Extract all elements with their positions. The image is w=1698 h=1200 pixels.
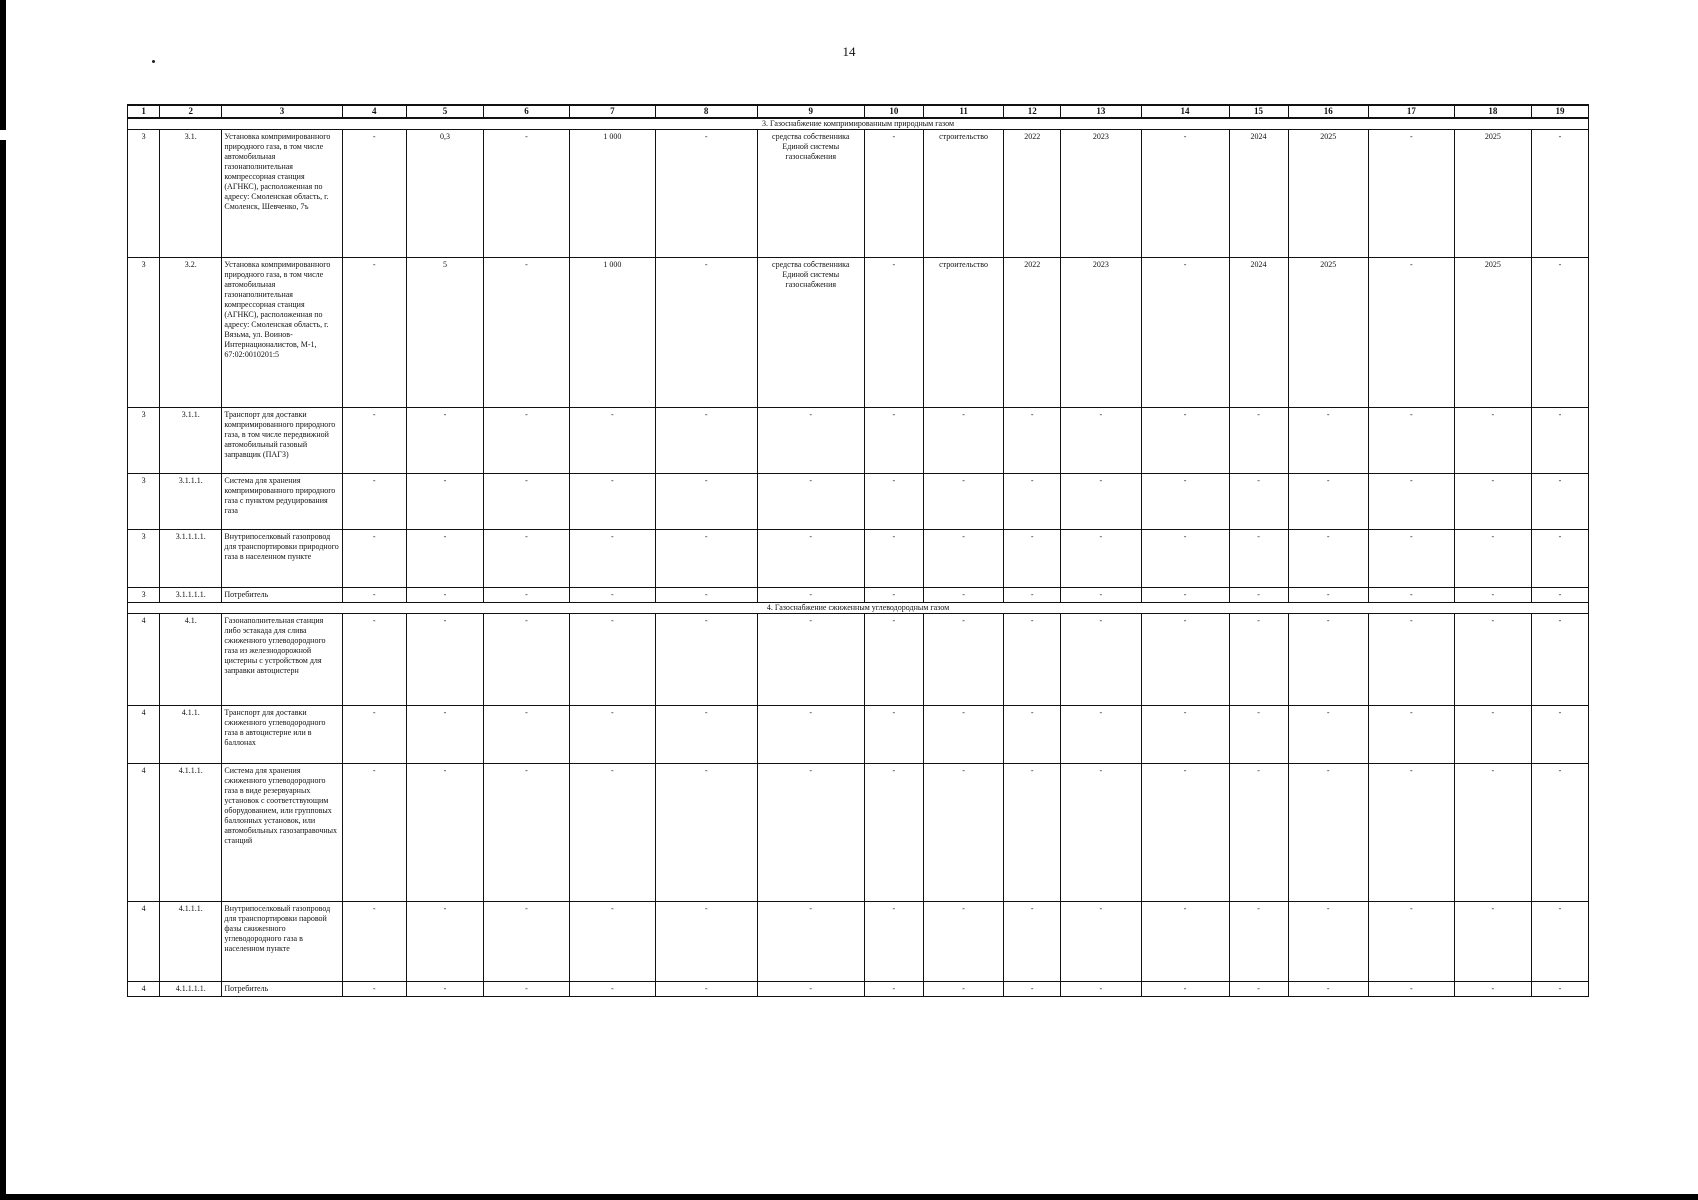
value-cell: -: [923, 706, 1003, 764]
value-cell: -: [1454, 902, 1531, 982]
item-number-cell: 3.1.: [160, 130, 222, 258]
value-cell: -: [1061, 408, 1141, 474]
value-cell: -: [484, 706, 570, 764]
value-cell: -: [1288, 408, 1368, 474]
value-cell: -: [569, 474, 655, 530]
value-cell: -: [1061, 474, 1141, 530]
column-number-row: [128, 105, 1589, 118]
value-cell: -: [569, 530, 655, 588]
value-cell: -: [406, 902, 483, 982]
column-number-cell: 14: [1141, 105, 1229, 118]
value-cell: -: [484, 530, 570, 588]
item-number-cell: 3.1.1.1.: [160, 474, 222, 530]
object-name-cell: Установка компримированного природного газа, в том числе автомобильная газонаполнительная компрессорная станция (АГНКС), расположенная по адресу: Смоленская область, г. Смоленск, Шевченко, 7ъ: [222, 130, 342, 258]
page-number: 14: [842, 44, 856, 59]
column-number-cell: 2: [160, 105, 222, 118]
table-row: [128, 130, 1589, 258]
object-name-cell: Газонаполнительная станция либо эстакада для слива сжиженного углеводородного газа из железнодорожной цистерны с устройством для заправки автоцистерн: [222, 614, 342, 706]
value-cell: -: [757, 902, 864, 982]
value-cell: -: [342, 588, 406, 603]
column-number-cell: 1: [128, 105, 160, 118]
column-number-cell: 5: [406, 105, 483, 118]
value-cell: -: [864, 706, 923, 764]
value-cell: -: [923, 530, 1003, 588]
value-cell: -: [1454, 474, 1531, 530]
item-number-cell: 4.1.1.1.: [160, 764, 222, 902]
value-cell: 2024: [1229, 258, 1288, 408]
column-number-cell: 17: [1368, 105, 1454, 118]
value-cell: -: [864, 614, 923, 706]
table-row: [128, 902, 1589, 982]
object-name-cell: Внутрипоселковый газопровод для транспортировки природного газа в населенном пункте: [222, 530, 342, 588]
value-cell: -: [1229, 902, 1288, 982]
value-cell: -: [342, 258, 406, 408]
gas-supply-table: [127, 104, 1589, 997]
value-cell: -: [655, 258, 757, 408]
value-cell: -: [1004, 614, 1061, 706]
value-cell: -: [1454, 982, 1531, 997]
value-cell: -: [1368, 258, 1454, 408]
value-cell: -: [569, 614, 655, 706]
value-cell: -: [923, 474, 1003, 530]
value-cell: -: [406, 982, 483, 997]
object-name-cell: Транспорт для доставки сжиженного углеводородного газа в автоцистерне или в баллонах: [222, 706, 342, 764]
value-cell: -: [1061, 982, 1141, 997]
object-name-cell: Внутрипоселковый газопровод для транспортировки паровой фазы сжиженного углеводородного газа в населенном пункте: [222, 902, 342, 982]
item-number-cell: 3.1.1.1.1.: [160, 530, 222, 588]
item-number-cell: 3.1.1.: [160, 408, 222, 474]
value-cell: -: [1368, 764, 1454, 902]
scan-edge-left: [0, 140, 6, 1200]
value-cell: -: [1141, 530, 1229, 588]
value-cell: -: [1141, 982, 1229, 997]
value-cell: -: [1004, 408, 1061, 474]
value-cell: -: [1288, 614, 1368, 706]
value-cell: -: [1368, 474, 1454, 530]
value-cell: средства собственника Единой системы газоснабжения: [757, 258, 864, 408]
value-cell: -: [484, 588, 570, 603]
value-cell: -: [923, 408, 1003, 474]
value-cell: -: [1288, 706, 1368, 764]
section-number-cell: 4: [128, 982, 160, 997]
value-cell: -: [864, 408, 923, 474]
value-cell: -: [1229, 764, 1288, 902]
value-cell: -: [923, 588, 1003, 603]
object-name-cell: Система для хранения компримированного природного газа с пунктом редуцирования газа: [222, 474, 342, 530]
value-cell: -: [569, 408, 655, 474]
section-number-cell: 3: [128, 258, 160, 408]
value-cell: -: [406, 408, 483, 474]
value-cell: -: [342, 706, 406, 764]
table-row: [128, 764, 1589, 902]
object-name-cell: Потребитель: [222, 588, 342, 603]
value-cell: -: [655, 706, 757, 764]
value-cell: -: [1229, 474, 1288, 530]
value-cell: -: [757, 706, 864, 764]
value-cell: -: [1141, 706, 1229, 764]
value-cell: -: [1531, 408, 1588, 474]
item-number-cell: 3.1.1.1.1.: [160, 588, 222, 603]
value-cell: -: [484, 474, 570, 530]
value-cell: -: [484, 982, 570, 997]
value-cell: -: [1061, 614, 1141, 706]
value-cell: -: [1229, 982, 1288, 997]
table-row: [128, 474, 1589, 530]
value-cell: -: [1368, 408, 1454, 474]
column-number-cell: 8: [655, 105, 757, 118]
value-cell: -: [1288, 530, 1368, 588]
value-cell: 2022: [1004, 258, 1061, 408]
value-cell: -: [1229, 706, 1288, 764]
value-cell: -: [655, 408, 757, 474]
value-cell: -: [1454, 764, 1531, 902]
column-number-cell: 19: [1531, 105, 1588, 118]
section-number-cell: 4: [128, 764, 160, 902]
value-cell: 2025: [1288, 258, 1368, 408]
value-cell: -: [1061, 764, 1141, 902]
value-cell: 0,3: [406, 130, 483, 258]
value-cell: строительство: [923, 130, 1003, 258]
value-cell: -: [655, 530, 757, 588]
value-cell: -: [1454, 706, 1531, 764]
section-header-row: [128, 603, 1589, 614]
value-cell: -: [1061, 588, 1141, 603]
value-cell: средства собственника Единой системы газоснабжения: [757, 130, 864, 258]
section-4-rows: [128, 614, 1589, 997]
value-cell: -: [1141, 130, 1229, 258]
column-number-cell: 16: [1288, 105, 1368, 118]
section-header-row: [128, 118, 1589, 130]
value-cell: -: [1454, 614, 1531, 706]
value-cell: -: [1141, 258, 1229, 408]
value-cell: -: [1229, 530, 1288, 588]
item-number-cell: 4.1.1.: [160, 706, 222, 764]
value-cell: -: [1288, 764, 1368, 902]
value-cell: -: [864, 764, 923, 902]
value-cell: -: [1141, 614, 1229, 706]
value-cell: -: [1141, 474, 1229, 530]
value-cell: 2025: [1454, 258, 1531, 408]
value-cell: -: [655, 902, 757, 982]
value-cell: -: [342, 530, 406, 588]
value-cell: -: [864, 902, 923, 982]
value-cell: -: [864, 588, 923, 603]
value-cell: -: [1454, 530, 1531, 588]
value-cell: -: [1531, 258, 1588, 408]
value-cell: -: [1229, 588, 1288, 603]
scan-edge-left-top: [0, 0, 6, 130]
value-cell: -: [406, 588, 483, 603]
table-row: [128, 706, 1589, 764]
value-cell: -: [1288, 588, 1368, 603]
value-cell: -: [1141, 902, 1229, 982]
value-cell: -: [1368, 530, 1454, 588]
section-number-cell: 3: [128, 588, 160, 603]
object-name-cell: Транспорт для доставки компримированного природного газа, в том числе передвижной автомобильный газовый заправщик (ПАГЗ): [222, 408, 342, 474]
value-cell: -: [923, 764, 1003, 902]
value-cell: -: [484, 258, 570, 408]
value-cell: -: [923, 982, 1003, 997]
table-row: [128, 530, 1589, 588]
scan-edge-bottom: [0, 1194, 1698, 1200]
value-cell: -: [484, 614, 570, 706]
value-cell: -: [1004, 902, 1061, 982]
value-cell: -: [1061, 902, 1141, 982]
table-row: [128, 408, 1589, 474]
value-cell: 2023: [1061, 258, 1141, 408]
value-cell: -: [1288, 474, 1368, 530]
table-row: [128, 258, 1589, 408]
section-number-cell: 3: [128, 130, 160, 258]
value-cell: -: [1141, 408, 1229, 474]
value-cell: -: [569, 706, 655, 764]
value-cell: -: [655, 130, 757, 258]
section-3-title: 3. Газоснабжение компримированным природным газом: [128, 118, 1589, 130]
object-name-cell: Потребитель: [222, 982, 342, 997]
value-cell: -: [1531, 982, 1588, 997]
value-cell: -: [569, 588, 655, 603]
value-cell: 1 000: [569, 258, 655, 408]
value-cell: -: [1061, 706, 1141, 764]
value-cell: -: [1368, 588, 1454, 603]
table-row: [128, 614, 1589, 706]
value-cell: -: [1061, 530, 1141, 588]
object-name-cell: Установка компримированного природного газа, в том числе автомобильная газонаполнительная компрессорная станция (АГНКС), расположенная по адресу: Смоленская область, г. Вязьма, ул. Воинов-Интернационалистов, М-1, 67:02:0010201:5: [222, 258, 342, 408]
value-cell: -: [1004, 588, 1061, 603]
value-cell: 5: [406, 258, 483, 408]
value-cell: -: [484, 130, 570, 258]
item-number-cell: 4.1.: [160, 614, 222, 706]
value-cell: -: [484, 408, 570, 474]
column-number-cell: 13: [1061, 105, 1141, 118]
value-cell: -: [1531, 764, 1588, 902]
scan-speck: [152, 60, 155, 63]
value-cell: -: [757, 530, 864, 588]
value-cell: 2025: [1454, 130, 1531, 258]
value-cell: -: [1004, 982, 1061, 997]
value-cell: -: [655, 588, 757, 603]
value-cell: -: [569, 764, 655, 902]
value-cell: -: [569, 982, 655, 997]
value-cell: -: [484, 902, 570, 982]
section-number-cell: 3: [128, 530, 160, 588]
value-cell: -: [342, 764, 406, 902]
value-cell: -: [1004, 764, 1061, 902]
object-name-cell: Система для хранения сжиженного углеводородного газа в виде резервуарных установок с соответствующим оборудованием, или групповых баллонных установок, или автомобильных газозаправочных станций: [222, 764, 342, 902]
value-cell: -: [864, 474, 923, 530]
value-cell: 2022: [1004, 130, 1061, 258]
value-cell: -: [406, 614, 483, 706]
value-cell: строительство: [923, 258, 1003, 408]
value-cell: -: [484, 764, 570, 902]
table-row: [128, 982, 1589, 997]
column-number-cell: 9: [757, 105, 864, 118]
value-cell: -: [1368, 130, 1454, 258]
value-cell: -: [923, 614, 1003, 706]
value-cell: -: [757, 408, 864, 474]
value-cell: -: [1531, 902, 1588, 982]
section-number-cell: 3: [128, 408, 160, 474]
value-cell: -: [342, 130, 406, 258]
value-cell: -: [406, 530, 483, 588]
value-cell: -: [406, 706, 483, 764]
column-number-cell: 11: [923, 105, 1003, 118]
value-cell: -: [1141, 588, 1229, 603]
value-cell: -: [1531, 474, 1588, 530]
section-number-cell: 4: [128, 902, 160, 982]
value-cell: -: [1004, 530, 1061, 588]
value-cell: 2023: [1061, 130, 1141, 258]
value-cell: -: [1288, 902, 1368, 982]
value-cell: -: [864, 982, 923, 997]
value-cell: -: [757, 982, 864, 997]
value-cell: -: [1368, 614, 1454, 706]
value-cell: -: [757, 588, 864, 603]
value-cell: -: [406, 474, 483, 530]
value-cell: -: [1368, 706, 1454, 764]
value-cell: -: [1531, 130, 1588, 258]
column-number-cell: 10: [864, 105, 923, 118]
value-cell: 2025: [1288, 130, 1368, 258]
column-number-cell: 6: [484, 105, 570, 118]
value-cell: -: [757, 474, 864, 530]
value-cell: -: [655, 614, 757, 706]
value-cell: -: [864, 130, 923, 258]
value-cell: -: [655, 982, 757, 997]
value-cell: -: [1288, 982, 1368, 997]
value-cell: -: [1229, 614, 1288, 706]
value-cell: -: [757, 764, 864, 902]
value-cell: -: [655, 764, 757, 902]
table-row: [128, 588, 1589, 603]
value-cell: -: [1229, 408, 1288, 474]
value-cell: -: [1004, 706, 1061, 764]
value-cell: -: [342, 982, 406, 997]
value-cell: -: [1368, 982, 1454, 997]
value-cell: 2024: [1229, 130, 1288, 258]
section-number-cell: 4: [128, 614, 160, 706]
item-number-cell: 3.2.: [160, 258, 222, 408]
value-cell: -: [1368, 902, 1454, 982]
value-cell: -: [923, 902, 1003, 982]
value-cell: -: [1531, 706, 1588, 764]
value-cell: -: [864, 530, 923, 588]
value-cell: -: [864, 258, 923, 408]
column-number-cell: 12: [1004, 105, 1061, 118]
value-cell: 1 000: [569, 130, 655, 258]
value-cell: -: [757, 614, 864, 706]
value-cell: -: [342, 614, 406, 706]
value-cell: -: [1454, 588, 1531, 603]
value-cell: -: [342, 474, 406, 530]
value-cell: -: [569, 902, 655, 982]
section-number-cell: 3: [128, 474, 160, 530]
value-cell: -: [1531, 614, 1588, 706]
column-number-cell: 3: [222, 105, 342, 118]
section-number-cell: 4: [128, 706, 160, 764]
section-3-rows: [128, 130, 1589, 603]
value-cell: -: [1141, 764, 1229, 902]
value-cell: -: [1531, 530, 1588, 588]
column-number-cell: 15: [1229, 105, 1288, 118]
value-cell: -: [1004, 474, 1061, 530]
value-cell: -: [655, 474, 757, 530]
value-cell: -: [342, 408, 406, 474]
section-4-title: 4. Газоснабжение сжиженным углеводородным газом: [128, 603, 1589, 614]
value-cell: -: [342, 902, 406, 982]
column-number-cell: 7: [569, 105, 655, 118]
column-number-cell: 18: [1454, 105, 1531, 118]
value-cell: -: [406, 764, 483, 902]
value-cell: -: [1531, 588, 1588, 603]
column-number-cell: 4: [342, 105, 406, 118]
value-cell: -: [1454, 408, 1531, 474]
item-number-cell: 4.1.1.1.1.: [160, 982, 222, 997]
item-number-cell: 4.1.1.1.: [160, 902, 222, 982]
